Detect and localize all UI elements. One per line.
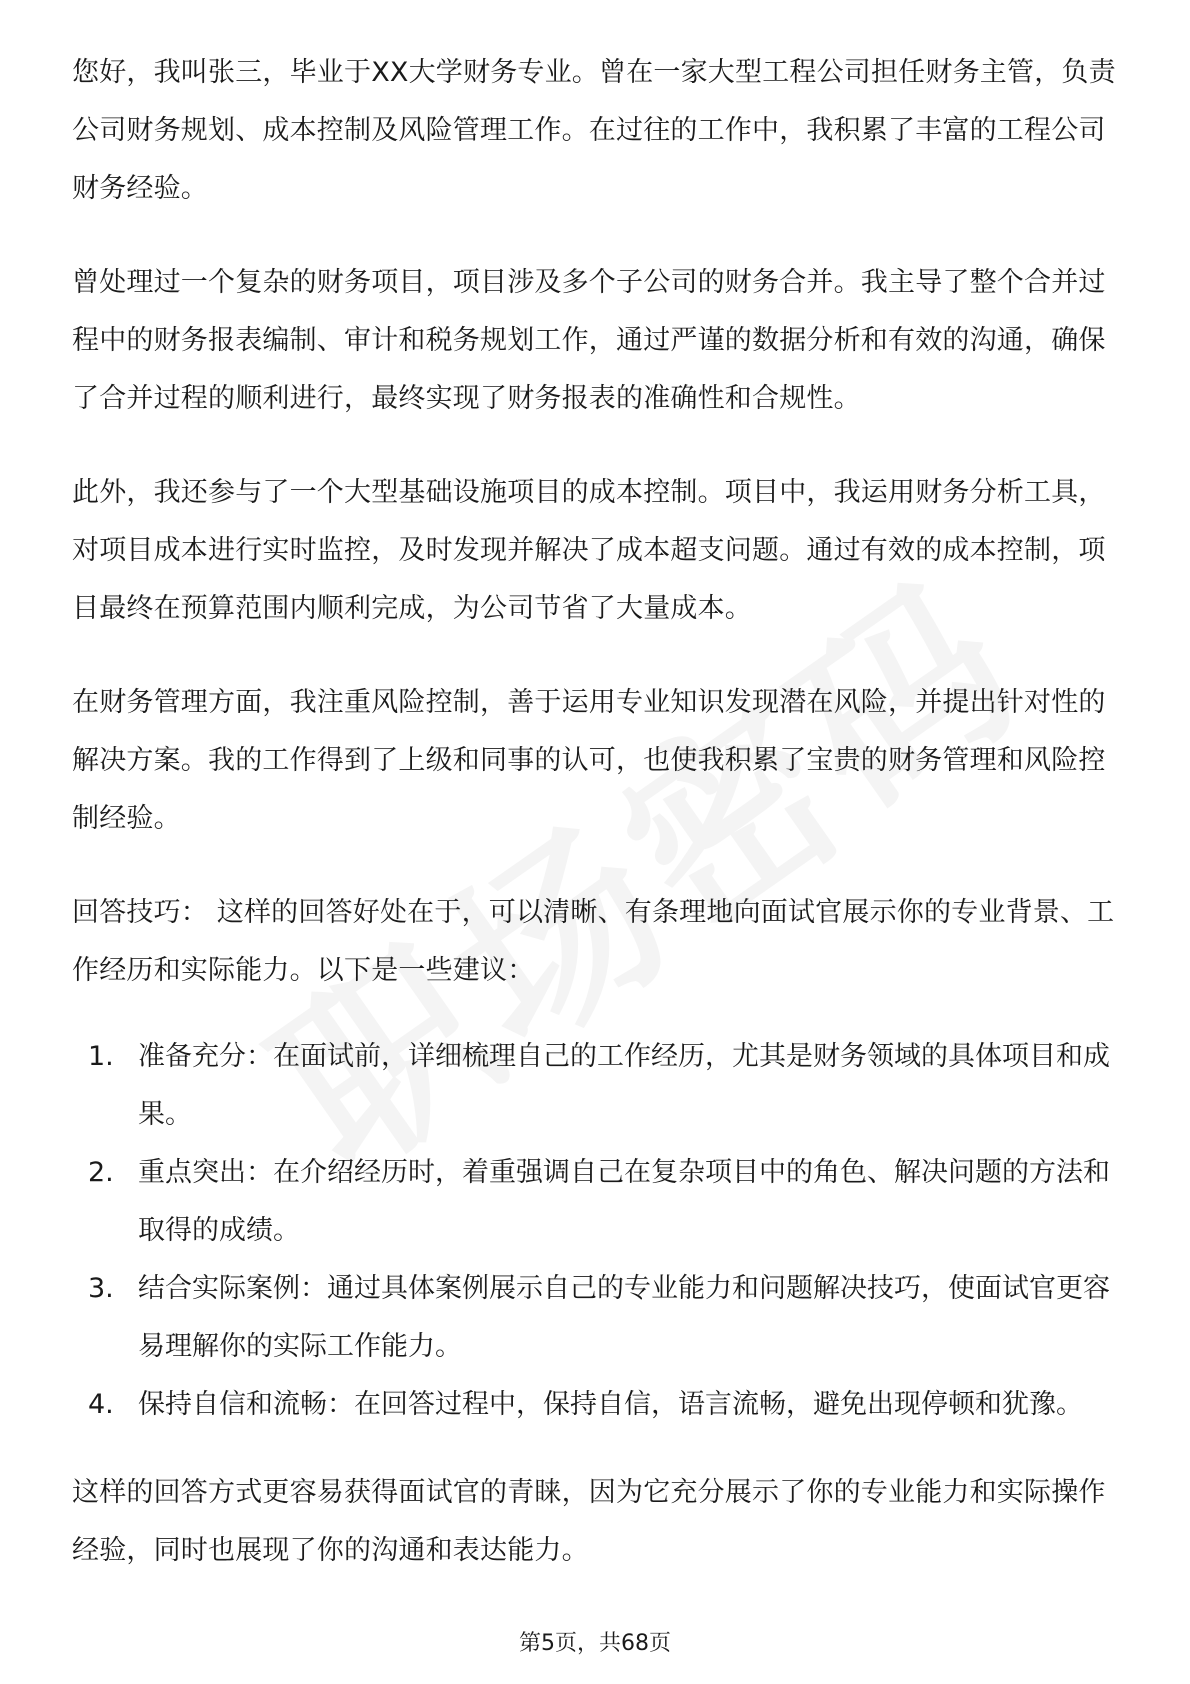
list-item: [72, 1144, 1122, 1260]
list-item: [72, 1028, 1122, 1144]
list-text: 保持自信和流畅：在回答过程中，保持自信，语言流畅，避免出现停顿和犹豫。: [138, 1389, 1083, 1420]
list-number: 3.: [88, 1273, 114, 1304]
list-text: 结合实际案例：通过具体案例展示自己的专业能力和问题解决技巧，使面试官更容易理解你的实际工作能力。: [138, 1273, 1110, 1362]
list-number: 4.: [88, 1389, 114, 1420]
document-body: [72, 44, 1122, 1616]
paragraph-intro: 您好，我叫张三，毕业于XX大学财务专业。曾在一家大型工程公司担任财务主管，负责公司财务规划、成本控制及风险管理工作。在过往的工作中，我积累了丰富的工程公司财务经验。: [72, 57, 1116, 204]
list-text: 准备充分：在面试前，详细梳理自己的工作经历，尤其是财务领域的具体项目和成果。: [138, 1041, 1110, 1130]
list-text: 重点突出：在介绍经历时，着重强调自己在复杂项目中的角色、解决问题的方法和取得的成绩。: [138, 1157, 1110, 1246]
tips-list: [72, 1028, 1122, 1434]
page-footer: 第5页，共68页: [519, 1631, 671, 1656]
list-number: 2.: [88, 1157, 114, 1188]
list-number: 1.: [88, 1041, 114, 1072]
list-item: [72, 1376, 1122, 1434]
paragraph-merger-project: 曾处理过一个复杂的财务项目，项目涉及多个子公司的财务合并。我主导了整个合并过程中的财务报表编制、审计和税务规划工作，通过严谨的数据分析和有效的沟通，确保了合并过程的顺利进行，最终实现了财务报表的准确性和合规性。: [72, 267, 1106, 414]
paragraph-risk-management: 在财务管理方面，我注重风险控制，善于运用专业知识发现潜在风险，并提出针对性的解决方案。我的工作得到了上级和同事的认可，也使我积累了宝贵的财务管理和风险控制经验。: [72, 687, 1106, 834]
list-item: [72, 1260, 1122, 1376]
tips-intro: 回答技巧： 这样的回答好处在于，可以清晰、有条理地向面试官展示你的专业背景、工作经历和实际能力。以下是一些建议：: [72, 897, 1115, 986]
paragraph-cost-control: 此外，我还参与了一个大型基础设施项目的成本控制。项目中，我运用财务分析工具，对项目成本进行实时监控，及时发现并解决了成本超支问题。通过有效的成本控制，项目最终在预算范围内顺利完成，为公司节省了大量成本。: [72, 477, 1106, 624]
paragraph-closing: 这样的回答方式更容易获得面试官的青睐，因为它充分展示了你的专业能力和实际操作经验，同时也展现了你的沟通和表达能力。: [72, 1477, 1106, 1566]
